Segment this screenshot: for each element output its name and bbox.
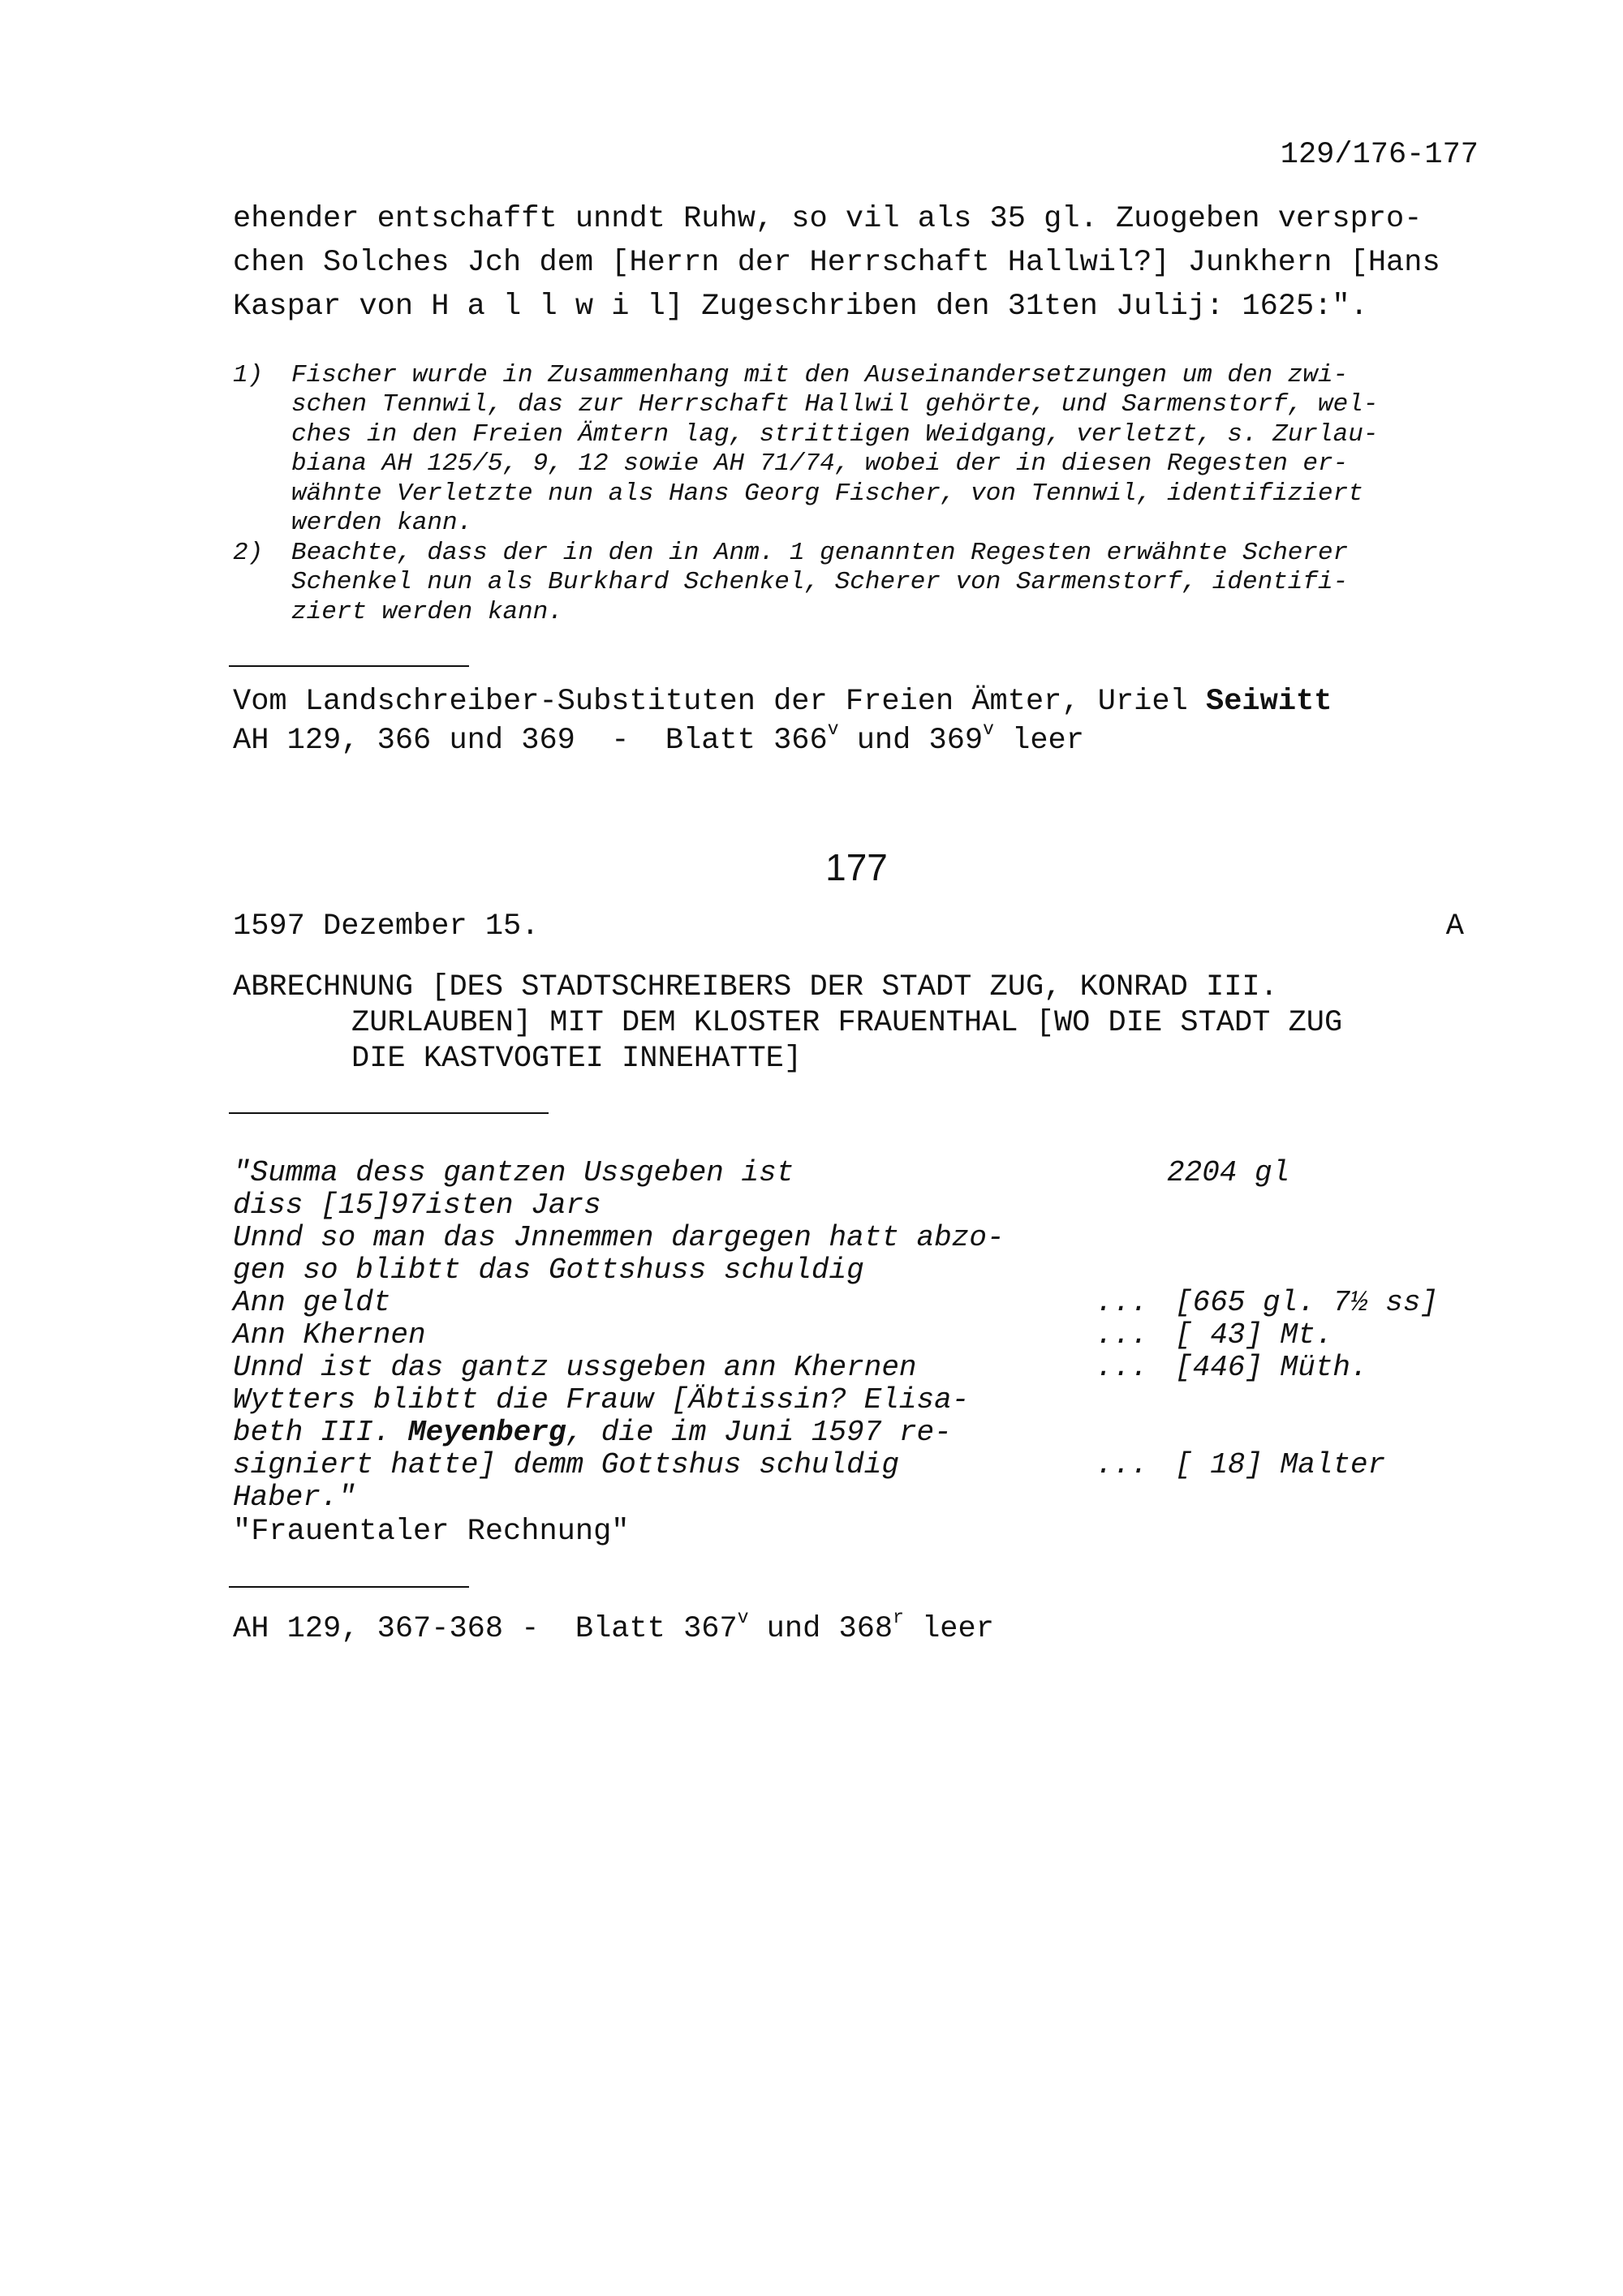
entry-title-line-1: ABRECHNUNG [DES STADTSCHREIBERS DER STADT ZUG, KONRAD III. bbox=[233, 970, 1278, 1004]
source-ref-suffix: leer bbox=[903, 1612, 994, 1646]
source-ref-sup-2: r bbox=[893, 1606, 904, 1628]
quote-row-left: Unnd ist das gantz ussgeben ann Khernen bbox=[233, 1351, 917, 1384]
footnote-2-line-1: Beachte, dass der in den in Anm. 1 genannten Regesten erwähnte Scherer bbox=[291, 539, 1349, 567]
footnote-1-line-6: werden kann. bbox=[291, 509, 473, 537]
quote-row-value: [446] Müth. bbox=[1175, 1351, 1368, 1384]
footnote-marker-2: 2) bbox=[233, 539, 264, 567]
entry-title-line-3: DIE KASTVOGTEI INNEHATTE] bbox=[351, 1042, 803, 1076]
author-name: Seiwitt bbox=[1206, 685, 1332, 719]
entry-title-line-2: ZURLAUBEN] MIT DEM KLOSTER FRAUENTHAL [WO DIE STADT ZUG bbox=[351, 1006, 1343, 1040]
footnote-1-line-3: ches in den Freien Ämtern lag, strittigen Weidgang, verletzt, s. Zurlau- bbox=[291, 420, 1379, 449]
quote-row-value: [ 43] Mt. bbox=[1175, 1318, 1333, 1352]
quote-row-left: gen so blibtt das Gottshuss schuldig bbox=[233, 1253, 864, 1287]
prev-entry-text-line-3: Kaspar von H a l l w i l] Zugeschriben den 31ten Julij: 1625:". bbox=[233, 290, 1368, 324]
quote-row-left: Wytters blibtt die Frauw [Äbtissin? Elisa- bbox=[233, 1383, 970, 1417]
separator-rule bbox=[229, 1112, 549, 1114]
prev-entry-text-line-1: ehender entschafft unndt Ruhw, so vil als 35 gl. Zuogeben verspro- bbox=[233, 202, 1423, 236]
entry-type-marker: A bbox=[1445, 909, 1464, 944]
page-number: 129/176-177 bbox=[1280, 138, 1479, 172]
quote-row-value: [665 gl. 7½ ss] bbox=[1175, 1286, 1439, 1319]
footnote-1-line-4: biana AH 125/5, 9, 12 sowie AH 71/74, wobei der in diesen Regesten er- bbox=[291, 449, 1349, 478]
quote-text: beth III. bbox=[233, 1416, 409, 1449]
prev-entry-source-ref bbox=[233, 719, 1084, 763]
author-prefix: Vom Landschreiber-Substituten der Freien Ämter, Uriel bbox=[233, 685, 1206, 719]
person-name: Meyenberg bbox=[408, 1416, 566, 1449]
quote-caption: "Frauentaler Rechnung" bbox=[233, 1515, 630, 1549]
separator-rule bbox=[229, 1586, 469, 1588]
footnote-2-line-3: ziert werden kann. bbox=[291, 598, 563, 626]
quote-row-dots: ... bbox=[1096, 1351, 1148, 1384]
prev-entry-author bbox=[233, 680, 1332, 724]
quote-row-left: Haber." bbox=[233, 1481, 356, 1514]
prev-entry-text-line-2: chen Solches Jch dem [Herrn der Herrschaft Hallwil?] Junkhern [Hans bbox=[233, 246, 1440, 280]
source-ref-sup-2: v bbox=[983, 718, 994, 740]
quote-row-left: Ann Khernen bbox=[233, 1318, 426, 1352]
separator-rule bbox=[229, 665, 469, 667]
quote-text: , die im Juni 1597 re- bbox=[566, 1416, 952, 1449]
entry-number: 177 bbox=[825, 846, 888, 888]
quote-row-dots: ... bbox=[1096, 1448, 1148, 1481]
quote-row-left: signiert hatte] demm Gottshus schuldig bbox=[233, 1448, 899, 1481]
source-ref-prefix: AH 129, 367-368 - Blatt 367 bbox=[233, 1612, 738, 1646]
source-ref-mid: und 369 bbox=[838, 724, 984, 758]
quote-row-dots: ... bbox=[1096, 1318, 1148, 1352]
quote-row-value: 2204 gl bbox=[1167, 1156, 1290, 1189]
source-ref-mid: und 368 bbox=[748, 1612, 893, 1646]
footnote-marker-1: 1) bbox=[233, 361, 264, 389]
source-ref-sup-1: v bbox=[737, 1606, 749, 1628]
quote-row-left: Unnd so man das Jnnemmen dargegen hatt abzo- bbox=[233, 1221, 1005, 1254]
source-ref-sup-1: v bbox=[827, 718, 839, 740]
quote-row-dots: ... bbox=[1096, 1286, 1148, 1319]
quote-row-left: diss [15]97isten Jars bbox=[233, 1189, 601, 1222]
entry-source-ref bbox=[233, 1606, 994, 1647]
source-ref-suffix: leer bbox=[993, 724, 1084, 758]
quote-row-left: Ann geldt bbox=[233, 1286, 391, 1319]
quote-row-left bbox=[233, 1417, 952, 1449]
quote-row-left: "Summa dess gantzen Ussgeben ist bbox=[233, 1156, 794, 1189]
footnote-1-line-5: wähnte Verletzte nun als Hans Georg Fischer, von Tennwil, identifiziert bbox=[291, 479, 1363, 508]
footnote-1-line-1: Fischer wurde in Zusammenhang mit den Auseinandersetzungen um den zwi- bbox=[291, 361, 1349, 389]
source-ref-prefix: AH 129, 366 und 369 - Blatt 366 bbox=[233, 724, 828, 758]
entry-date: 1597 Dezember 15. bbox=[233, 909, 540, 944]
footnote-2-line-2: Schenkel nun als Burkhard Schenkel, Scherer von Sarmenstorf, identifi- bbox=[291, 568, 1349, 596]
footnote-1-line-2: schen Tennwil, das zur Herrschaft Hallwil gehörte, und Sarmenstorf, wel- bbox=[291, 390, 1379, 419]
quote-row-value: [ 18] Malter bbox=[1175, 1448, 1386, 1481]
